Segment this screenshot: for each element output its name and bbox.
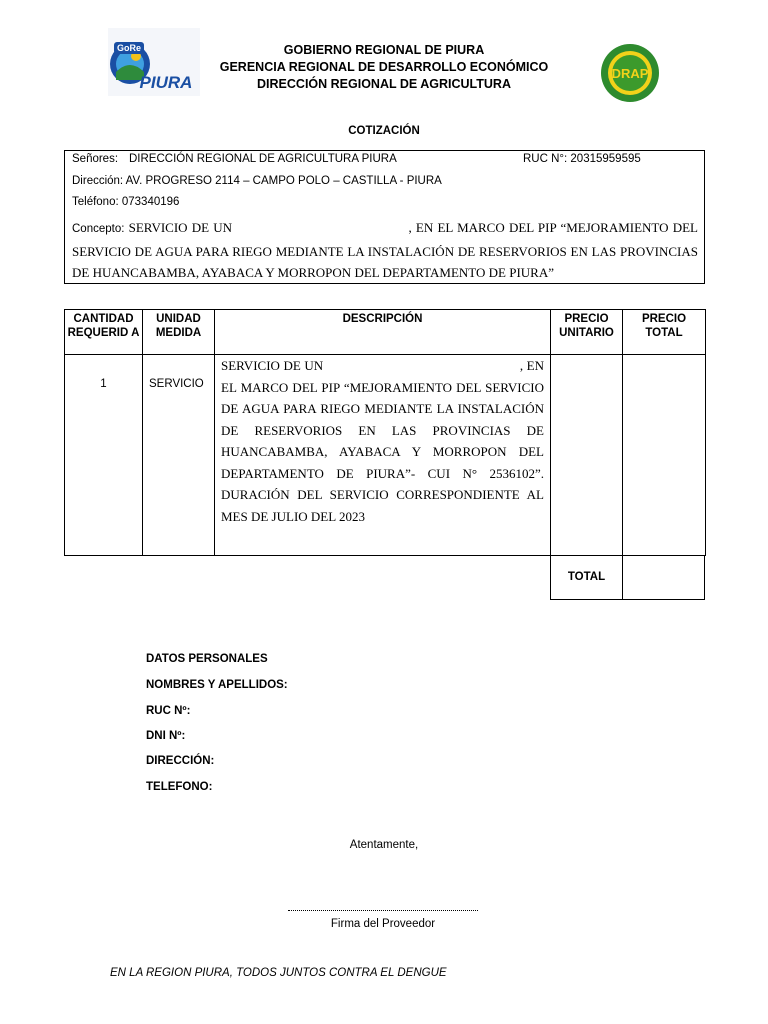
total-box bbox=[550, 555, 705, 600]
header-descripcion: DESCRIPCIÓN bbox=[215, 310, 551, 355]
telefono-label: TELEFONO: bbox=[146, 781, 213, 793]
ruc-value: RUC N°: 20315959595 bbox=[523, 153, 641, 165]
document-title: COTIZACIÓN bbox=[348, 125, 420, 137]
header-unidad: UNIDAD MEDIDA bbox=[143, 310, 215, 355]
cell-descripcion: SERVICIO DE UN , EN EL MARCO DEL PIP “MEJORAMIENTO DEL SERVICIO DE AGUA PARA RIEGO MEDIANTE LA INSTALACIÓN DE RESERVORIOS EN LAS PROVINCIAS DE HUANCABAMBA, AYABACA Y MORROPON DEL DEPARTAMENTO DE PIURA”- CUI N° 2536102”. DURACIÓN DEL SERVICIO CORRESPONDIENTE AL MES DE JULIO DEL 2023 bbox=[215, 355, 551, 556]
ruc-label: RUC Nº: bbox=[146, 705, 191, 717]
telefono-line: Teléfono: 073340196 bbox=[72, 196, 180, 208]
senores-value: DIRECCIÓN REGIONAL DE AGRICULTURA PIURA bbox=[129, 153, 397, 165]
svg-text:PIURA: PIURA bbox=[139, 73, 193, 92]
dni-label: DNI Nº: bbox=[146, 730, 186, 742]
svg-text:GoRe: GoRe bbox=[116, 43, 142, 53]
closing-text: Atentamente, bbox=[349, 839, 419, 851]
header-direccion: DIRECCIÓN REGIONAL DE AGRICULTURA bbox=[257, 77, 511, 91]
direccion-label: DIRECCIÓN: bbox=[146, 755, 215, 767]
cell-precio-unitario bbox=[551, 355, 623, 556]
header-cantidad: CANTIDAD REQUERID A bbox=[65, 310, 143, 355]
recipient-box bbox=[64, 150, 705, 284]
total-value bbox=[623, 555, 705, 599]
header-precio-unitario: PRECIO UNITARIO bbox=[551, 310, 623, 355]
direccion-line: Dirección: AV. PROGRESO 2114 – CAMPO POLO – CASTILLA - PIURA bbox=[72, 175, 442, 187]
nombres-label: NOMBRES Y APELLIDOS: bbox=[146, 679, 288, 691]
concepto-paragraph bbox=[72, 217, 702, 284]
signature-line bbox=[288, 905, 478, 911]
concepto-label: Concepto: bbox=[72, 223, 125, 235]
cell-precio-total bbox=[623, 355, 706, 556]
table-row bbox=[65, 355, 706, 556]
cell-cantidad: 1 bbox=[65, 355, 143, 556]
header-precio-total: PRECIO TOTAL bbox=[623, 310, 706, 355]
header-government: GOBIERNO REGIONAL DE PIURA bbox=[283, 43, 485, 57]
items-table bbox=[64, 309, 706, 556]
table-header-row bbox=[65, 310, 706, 355]
svg-text:DRAP: DRAP bbox=[611, 66, 649, 81]
drap-logo bbox=[598, 42, 662, 104]
senores-label: Señores: bbox=[72, 153, 119, 165]
header-gerencia: GERENCIA REGIONAL DE DESARROLLO ECONÓMICO bbox=[219, 60, 549, 74]
personal-title: DATOS PERSONALES bbox=[146, 653, 268, 665]
total-label: TOTAL bbox=[551, 555, 623, 599]
cell-unidad: SERVICIO bbox=[143, 355, 215, 556]
concepto-text: SERVICIO DE UN , EN EL MARCO DEL PIP “MEJORAMIENTO DEL SERVICIO DE AGUA PARA RIEGO MEDIANTE LA INSTALACIÓN DE RESERVORIOS EN LAS PROVINCIAS DE HUANCABAMBA, AYABACA Y MORROPON DEL DEPARTAMENTO DE PIURA” bbox=[72, 220, 702, 280]
footer-slogan: EN LA REGION PIURA, TODOS JUNTOS CONTRA EL DENGUE bbox=[110, 967, 447, 979]
signature-label: Firma del Proveedor bbox=[330, 918, 436, 930]
